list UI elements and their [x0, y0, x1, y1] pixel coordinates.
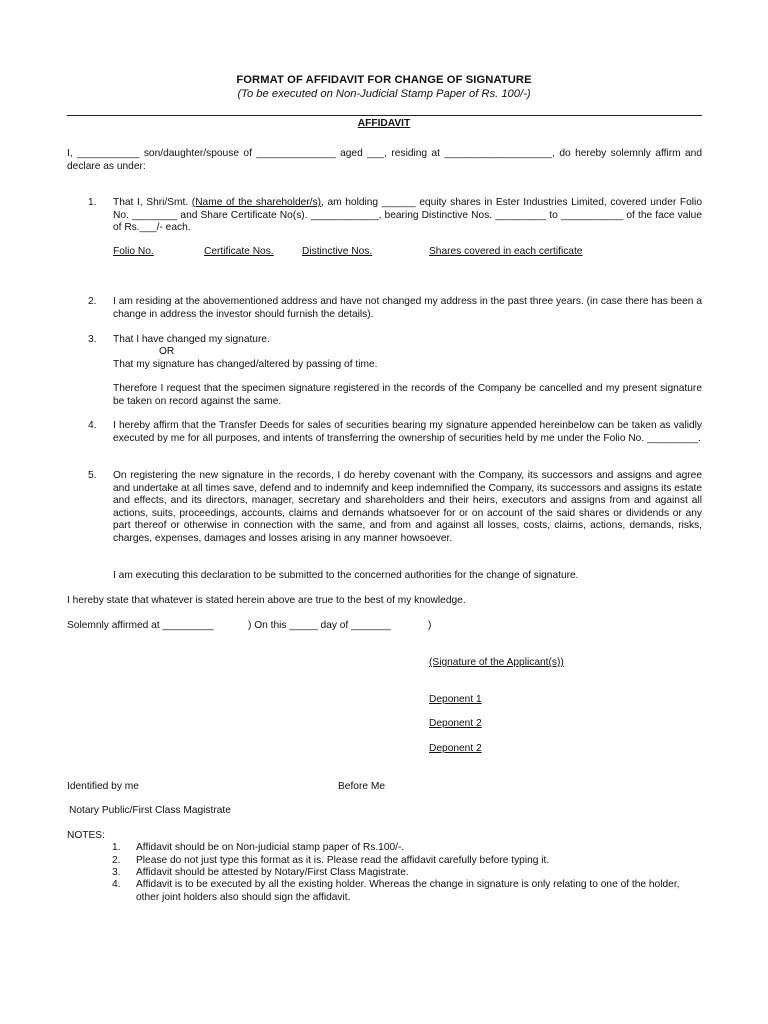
truth-statement: I hereby state that whatever is stated herein above are true to the best of my knowledge. [67, 595, 466, 606]
identified-by: Identified by me [67, 781, 139, 792]
note-3-text: Affidavit should be attested by Notary/First Class Magistrate. [136, 867, 409, 878]
intro-paragraph: I, ___________ son/daughter/spouse of ______________ aged ___, residing at ___________________, do hereby solemnly affirm and declare as under: [67, 148, 702, 172]
note-4-text: Affidavit is to be executed by all the existing holder. Whereas the change in signature is only relating to one of the holder, other joint holders also should sign the affidavit. [136, 879, 680, 903]
document-title: FORMAT OF AFFIDAVIT FOR CHANGE OF SIGNATURE [236, 74, 532, 86]
before-me: Before Me [338, 781, 385, 792]
item-3-text-c: Therefore I request that the specimen signature registered in the records of the Company be cancelled and my present signature be taken on record against the same. [113, 383, 702, 407]
item-1-number: 1. [88, 197, 97, 208]
deponent-2-label-second: Deponent 2 [429, 743, 482, 754]
item-5-declaration: I am executing this declaration to be submitted to the concerned authorities for the change of signature. [113, 570, 579, 581]
section-title: AFFIDAVIT [357, 118, 411, 129]
item-3-or: OR [159, 346, 175, 357]
item-3-text-a: That I have changed my signature. [113, 334, 270, 345]
title-divider [67, 115, 702, 116]
item-4-number: 4. [88, 420, 97, 431]
item-4-text: I hereby affirm that the Transfer Deeds for sales of securities bearing my signature appended hereinbelow can be taken as validly executed by me for all purposes, and intents of transferring the ownership of securities held by me under the Folio No. _________. [113, 420, 702, 444]
affirmed-date: ) On this _____ day of _______ [248, 620, 391, 631]
note-4-number: 4. [112, 879, 121, 890]
item-5-number: 5. [88, 470, 97, 481]
note-2-text: Please do not just type this format as it is. Please read the affidavit carefully before typing it. [136, 855, 550, 866]
deponent-1-label: Deponent 1 [429, 694, 482, 705]
affirmed-at: Solemnly affirmed at _________ [67, 620, 214, 631]
item-2-text: I am residing at the abovementioned address and have not changed my address in the past three years. (in case there has been a change in address the investor should furnish the details). [113, 296, 702, 320]
item-1-pre: That I, Shri/Smt. [113, 197, 192, 208]
col-header-shares: Shares covered in each certificate [429, 246, 583, 257]
col-header-distinctive: Distinctive Nos. [302, 246, 373, 257]
notary-label: Notary Public/First Class Magistrate [69, 805, 231, 816]
item-3-text-b: That my signature has changed/altered by passing of time. [113, 359, 378, 370]
col-header-folio: Folio No. [113, 246, 154, 257]
item-2-number: 2. [88, 296, 97, 307]
applicant-signature-label: (Signature of the Applicant(s)) [429, 657, 564, 668]
notes-heading: NOTES: [67, 830, 105, 841]
item-1-post: , am holding ______ equity shares in Ester Industries Limited, covered under Folio No. ________ and Share Certificate No(s). ____________, bearing Distinctive Nos. _________ to ___________ of the face value of Rs.___/- each. [113, 197, 702, 234]
item-3-number: 3. [88, 334, 97, 345]
col-header-certificate: Certificate Nos. [204, 246, 274, 257]
note-2-number: 2. [112, 855, 121, 866]
item-5-text: On registering the new signature in the records, I do hereby covenant with the Company, its successors and assigns and agree and undertake at all times save, defend and to indemnify and keep indemnified the Company, its successors and assigns its estate and effects, and its directors, manager, secretary and shareholders and their heirs, executors and assigns from and against all actions, suits, proceedings, accounts, claims and demands whatsoever for or on account of the said shares or dividends or any part thereof or otherwise in connection with the same, and from and against all losses, costs, claims, actions, demands, risks, charges, expenses, damages and losses arising in any manner howsoever. [113, 470, 702, 544]
note-1-number: 1. [112, 842, 121, 853]
item-1-text [113, 197, 702, 235]
item-1-shareholder-name: (Name of the shareholder/s) [191, 197, 322, 208]
note-1-text: Affidavit should be on Non-judicial stamp paper of Rs.100/-. [136, 842, 405, 853]
note-3-number: 3. [112, 867, 121, 878]
affirmed-close: ) [428, 620, 432, 631]
document-subtitle: (To be executed on Non-Judicial Stamp Paper of Rs. 100/-) [237, 88, 531, 100]
deponent-2-label: Deponent 2 [429, 718, 482, 729]
